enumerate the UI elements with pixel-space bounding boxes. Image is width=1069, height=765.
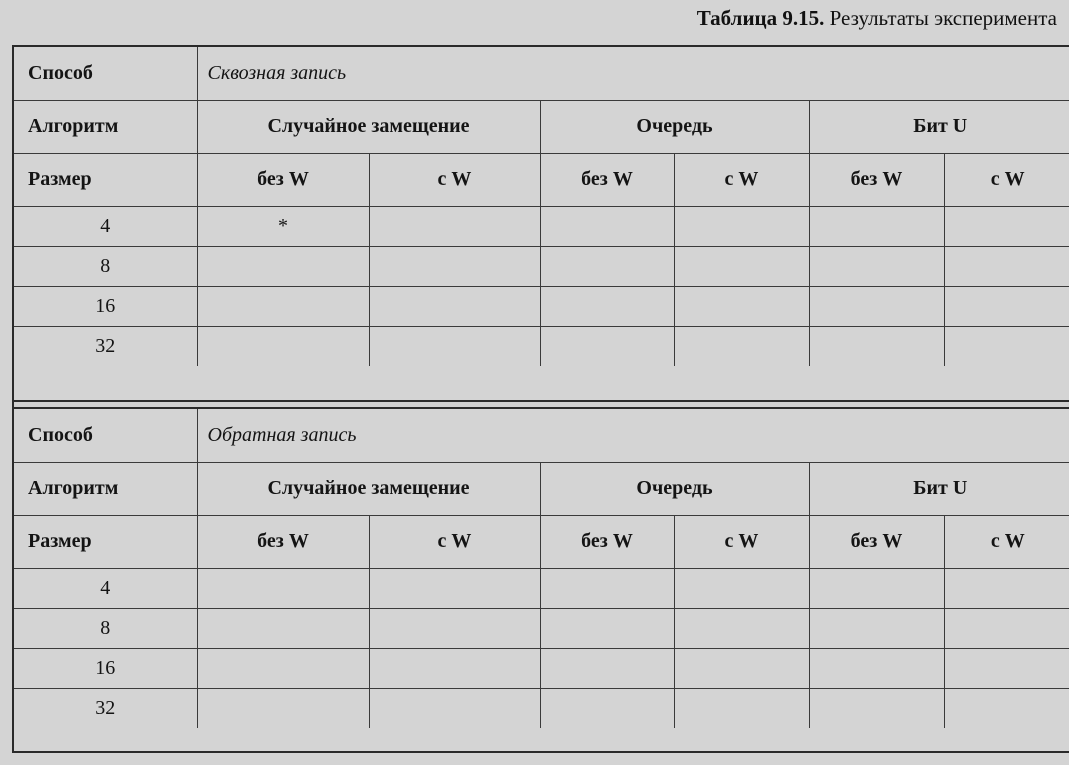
size-label: Размер bbox=[14, 153, 197, 206]
algorithm-label: Алгоритм bbox=[14, 100, 197, 153]
table-row bbox=[14, 206, 1069, 246]
variant-header: без W bbox=[197, 153, 369, 206]
variant-header: с W bbox=[369, 153, 540, 206]
caption-label: Таблица 9.15. bbox=[696, 6, 825, 30]
algorithm-header: Очередь bbox=[540, 100, 809, 153]
result-cell bbox=[809, 648, 944, 688]
result-cell bbox=[197, 648, 369, 688]
result-cell bbox=[944, 206, 1069, 246]
result-cell bbox=[369, 206, 540, 246]
result-cell bbox=[944, 326, 1069, 366]
table-row bbox=[14, 246, 1069, 286]
result-cell bbox=[197, 246, 369, 286]
result-cell bbox=[369, 688, 540, 728]
table-caption bbox=[697, 6, 1057, 31]
variant-header: с W bbox=[369, 515, 540, 568]
result-cell bbox=[540, 688, 674, 728]
result-cell bbox=[809, 568, 944, 608]
result-cell bbox=[944, 246, 1069, 286]
result-cell bbox=[540, 206, 674, 246]
variant-header: без W bbox=[540, 153, 674, 206]
result-cell bbox=[674, 326, 809, 366]
results-table-write-back bbox=[14, 409, 1069, 728]
size-cell: 8 bbox=[14, 246, 197, 286]
result-cell bbox=[674, 246, 809, 286]
result-cell bbox=[674, 688, 809, 728]
size-cell: 16 bbox=[14, 286, 197, 326]
result-cell bbox=[809, 688, 944, 728]
result-cell bbox=[674, 608, 809, 648]
method-value: Обратная запись bbox=[197, 409, 1069, 462]
result-cell bbox=[809, 246, 944, 286]
variant-header: без W bbox=[540, 515, 674, 568]
result-cell bbox=[944, 286, 1069, 326]
size-cell: 32 bbox=[14, 326, 197, 366]
results-table-write-through bbox=[14, 47, 1069, 366]
algorithm-header: Случайное замещение bbox=[197, 462, 540, 515]
variant-header: с W bbox=[944, 153, 1069, 206]
result-cell bbox=[674, 568, 809, 608]
variant-header: без W bbox=[197, 515, 369, 568]
result-cell bbox=[369, 648, 540, 688]
result-cell bbox=[369, 246, 540, 286]
algorithm-header: Случайное замещение bbox=[197, 100, 540, 153]
result-cell bbox=[369, 286, 540, 326]
variant-header: с W bbox=[944, 515, 1069, 568]
result-cell bbox=[540, 608, 674, 648]
variant-header: с W bbox=[674, 515, 809, 568]
result-cell bbox=[809, 326, 944, 366]
table-row bbox=[14, 286, 1069, 326]
size-cell: 4 bbox=[14, 568, 197, 608]
result-cell bbox=[944, 568, 1069, 608]
algorithm-header: Бит U bbox=[809, 462, 1069, 515]
size-label: Размер bbox=[14, 515, 197, 568]
table-row bbox=[14, 608, 1069, 648]
table-row bbox=[14, 568, 1069, 608]
result-cell bbox=[944, 608, 1069, 648]
result-cell bbox=[944, 688, 1069, 728]
size-cell: 4 bbox=[14, 206, 197, 246]
size-cell: 8 bbox=[14, 608, 197, 648]
table-separator bbox=[14, 400, 1069, 409]
result-cell bbox=[197, 688, 369, 728]
caption-text: Результаты эксперимента bbox=[829, 6, 1057, 30]
table-row bbox=[14, 688, 1069, 728]
result-cell bbox=[540, 326, 674, 366]
result-cell bbox=[674, 206, 809, 246]
algorithm-header: Очередь bbox=[540, 462, 809, 515]
result-cell bbox=[369, 568, 540, 608]
result-cell bbox=[809, 608, 944, 648]
result-cell bbox=[540, 246, 674, 286]
result-cell bbox=[540, 286, 674, 326]
result-cell bbox=[197, 286, 369, 326]
result-cell bbox=[197, 326, 369, 366]
result-cell bbox=[197, 608, 369, 648]
result-cell bbox=[809, 206, 944, 246]
result-cell: * bbox=[197, 206, 369, 246]
results-sheet bbox=[12, 45, 1069, 753]
algorithm-header: Бит U bbox=[809, 100, 1069, 153]
result-cell bbox=[809, 286, 944, 326]
method-label: Способ bbox=[14, 409, 197, 462]
result-cell bbox=[674, 648, 809, 688]
table-row bbox=[14, 648, 1069, 688]
variant-header: с W bbox=[674, 153, 809, 206]
size-cell: 32 bbox=[14, 688, 197, 728]
method-label: Способ bbox=[14, 47, 197, 100]
result-cell bbox=[674, 286, 809, 326]
result-cell bbox=[540, 648, 674, 688]
result-cell bbox=[944, 648, 1069, 688]
variant-header: без W bbox=[809, 515, 944, 568]
result-cell bbox=[369, 608, 540, 648]
result-cell bbox=[197, 568, 369, 608]
table-row bbox=[14, 326, 1069, 366]
result-cell bbox=[369, 326, 540, 366]
method-value: Сквозная запись bbox=[197, 47, 1069, 100]
variant-header: без W bbox=[809, 153, 944, 206]
result-cell bbox=[540, 568, 674, 608]
algorithm-label: Алгоритм bbox=[14, 462, 197, 515]
size-cell: 16 bbox=[14, 648, 197, 688]
